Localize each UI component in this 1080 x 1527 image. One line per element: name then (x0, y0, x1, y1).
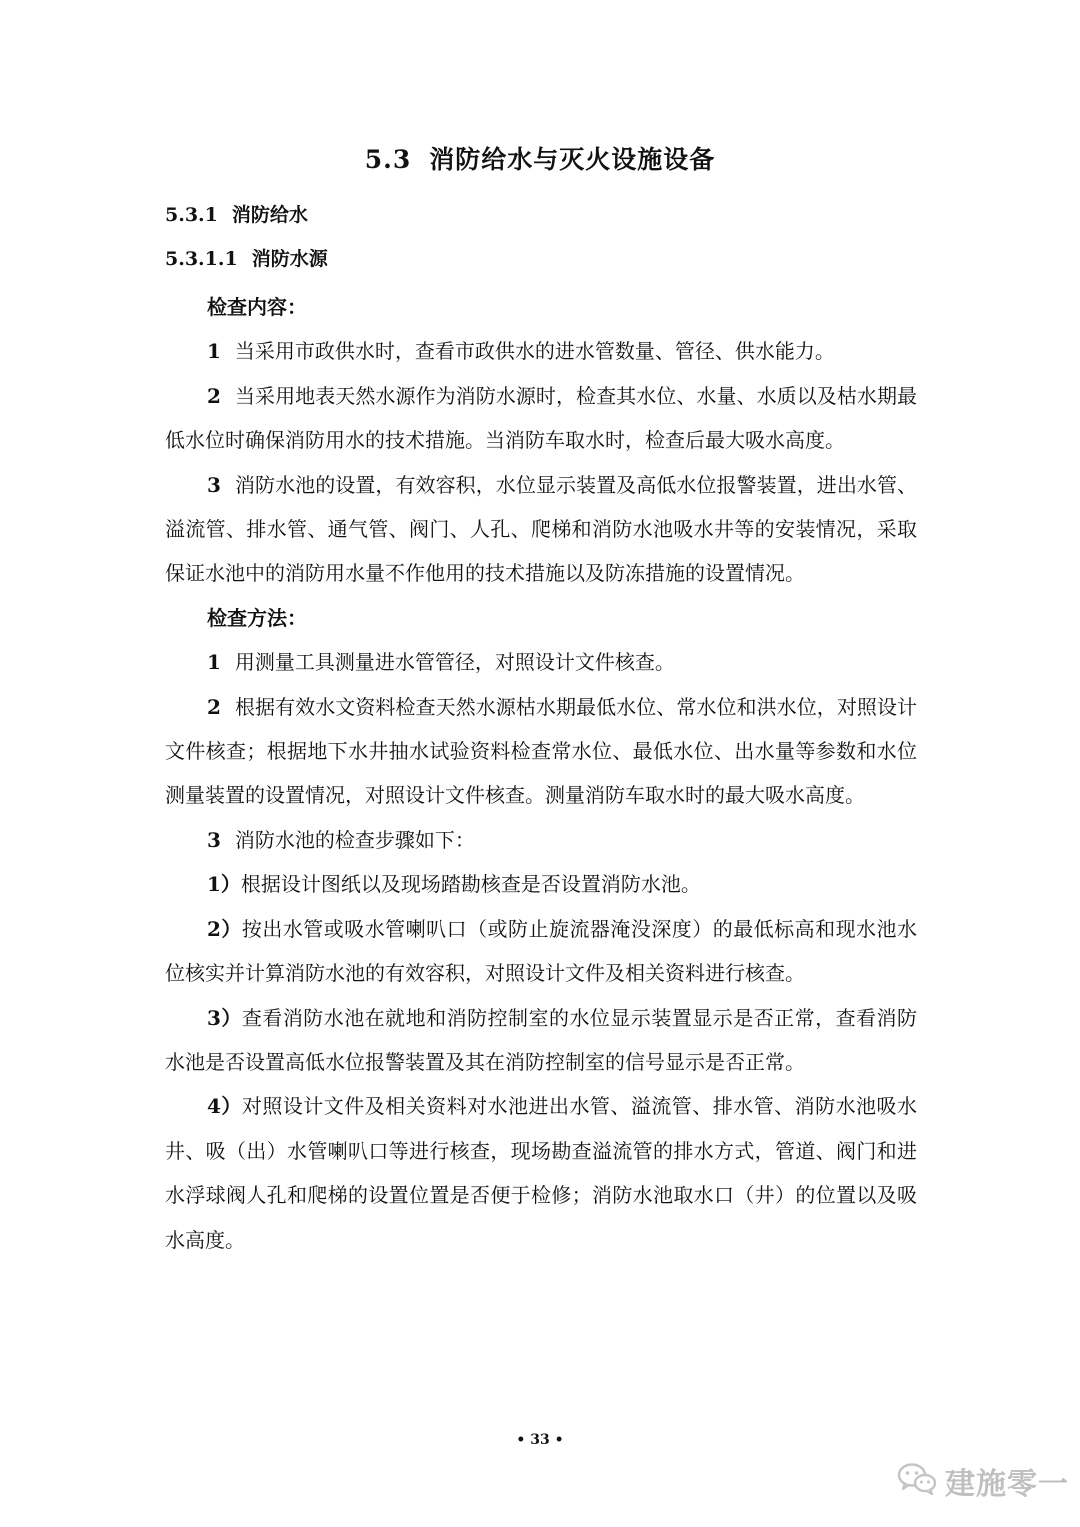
method-item-2 (165, 685, 917, 818)
page-number: • 33 • (516, 1432, 564, 1448)
method-item-text: 用测量工具测量进水管管径，对照设计文件核查。 (234, 650, 675, 675)
step-marker: 1） (207, 872, 241, 897)
method-item-text: 根据有效水文资料检查天然水源枯水期最低水位、常水位和洪水位，对照设计文件核查；根据地下水井抽水试验资料检查常水位、最低水位、出水量等参数和水位测量装置的设置情况，对照设计文件核查。测量消防车取水时的最大吸水高度。 (165, 694, 917, 808)
content-item-text: 当采用地表天然水源作为消防水源时，检查其水位、水量、水质以及枯水期最低水位时确保消防用水的技术措施。当消防车取水时，检查后最大吸水高度。 (165, 383, 917, 453)
method-item-text: 消防水池的检查步骤如下： (234, 827, 475, 852)
watermark-text: 建施零一 (945, 1467, 1069, 1502)
method-item-3 (165, 818, 917, 862)
content-item-text: 消防水池的设置，有效容积，水位显示装置及高低水位报警装置，进出水管、溢流管、排水管、通气管、阀门、人孔、爬梯和消防水池吸水井等的安装情况，采取保证水池中的消防用水量不作他用的技术措施以及防冻措施的设置情况。 (165, 472, 917, 586)
subsubsection-number: 5.3.1.1 (165, 248, 238, 270)
step-text: 根据设计图纸以及现场踏勘核查是否设置消防水池。 (240, 872, 701, 897)
subsubsection-heading (165, 244, 328, 271)
step-text: 查看消防水池在就地和消防控制室的水位显示装置显示是否正常，查看消防水池是否设置高低水位报警装置及其在消防控制室的信号显示是否正常。 (165, 1005, 918, 1074)
body-text (165, 285, 917, 1262)
method-item-number: 1 (207, 650, 221, 675)
content-item-text: 当采用市政供水时，查看市政供水的进水管数量、管径、供水能力。 (234, 339, 835, 364)
section-number: 5.3 (364, 145, 412, 174)
method-step-2 (165, 907, 917, 996)
step-marker: 4） (207, 1094, 242, 1119)
content-item-number: 3 (207, 472, 221, 497)
method-item-number: 2 (207, 694, 221, 719)
subsection-heading (165, 200, 308, 227)
step-marker: 3） (207, 1005, 242, 1030)
step-text: 按出水管或吸水管喇叭口（或防止旋流器淹没深度）的最低标高和现水池水位核实并计算消防水池的有效容积，对照设计文件及相关资料进行核查。 (165, 916, 918, 986)
step-marker: 2） (207, 916, 242, 941)
inspection-method-heading: 检查方法： (207, 605, 307, 630)
method-step-4 (165, 1084, 917, 1262)
method-step-3 (165, 996, 917, 1085)
watermark (897, 1458, 1069, 1504)
section-title (0, 140, 1080, 176)
content-item-number: 1 (207, 339, 221, 364)
content-item-3 (165, 463, 917, 596)
step-text: 对照设计文件及相关资料对水池进出水管、溢流管、排水管、消防水池吸水井、吸（出）水管喇叭口等进行核查，现场勘查溢流管的排水方式，管道、阀门和进水浮球阀人孔和爬梯的设置位置是否便于检修；消防水池取水口（井）的位置以及吸水高度。 (165, 1094, 918, 1252)
content-item-number: 2 (207, 383, 221, 408)
method-item-number: 3 (207, 827, 221, 852)
content-item-2 (165, 374, 917, 463)
content-item-1 (165, 329, 917, 373)
inspection-content-heading: 检查内容： (207, 295, 307, 319)
section-title-text: 消防给水与灭火设施设备 (429, 145, 716, 174)
method-step-1 (165, 862, 917, 906)
subsubsection-title: 消防水源 (251, 248, 328, 270)
subsection-number: 5.3.1 (165, 204, 218, 226)
subsection-title: 消防给水 (231, 204, 308, 226)
method-item-1 (165, 640, 917, 684)
wechat-icon (897, 1462, 945, 1500)
